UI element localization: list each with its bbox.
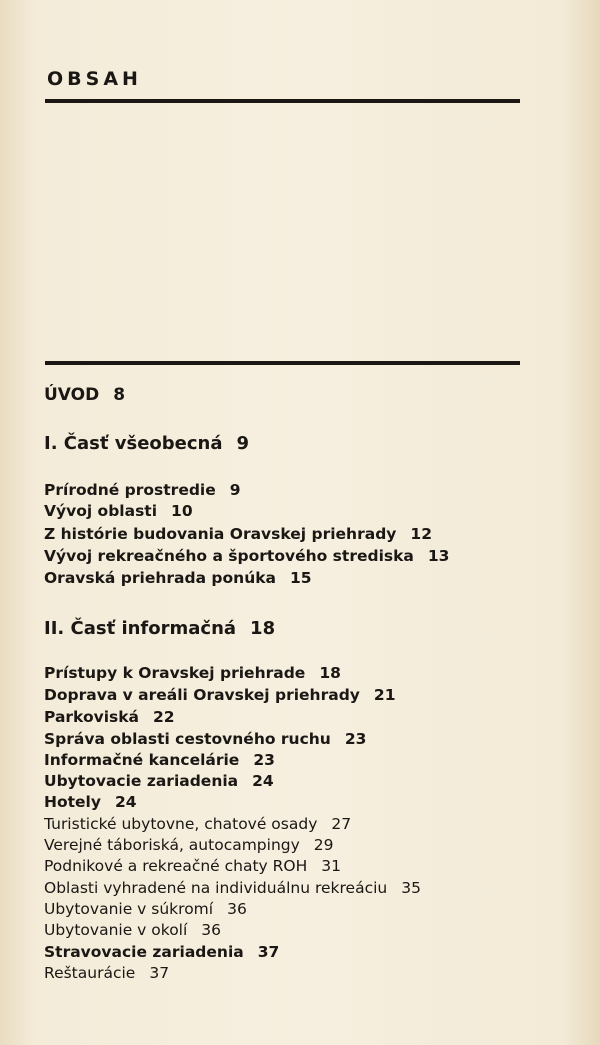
- toc-entry-title: Turistické ubytovne, chatové osady: [44, 815, 318, 833]
- toc-entry-title: Hotely: [44, 793, 101, 811]
- toc-entry-title: I. Časť všeobecná: [44, 433, 223, 454]
- toc-entry: [44, 814, 351, 834]
- toc-entry-title: Ubytovacie zariadenia: [44, 772, 239, 790]
- toc-entry: [44, 771, 274, 791]
- top-rule: [45, 99, 520, 103]
- toc-entry-page: 36: [201, 921, 222, 939]
- toc-entry: [44, 480, 241, 500]
- toc-entry-page: 24: [252, 772, 274, 790]
- toc-entry: [44, 663, 341, 683]
- toc-entry-title: II. Časť informačná: [44, 618, 237, 639]
- toc-entry: [44, 878, 421, 898]
- toc-entry: [44, 568, 312, 588]
- toc-entry-title: Parkoviská: [44, 708, 139, 726]
- toc-entry-title: Prírodné prostredie: [44, 481, 216, 499]
- toc-entry-title: Oravská priehrada ponúka: [44, 569, 277, 587]
- toc-entry: [44, 729, 366, 749]
- toc-entry-title: Reštaurácie: [44, 964, 136, 982]
- toc-entry-title: Verejné táboriská, autocampingy: [44, 836, 300, 854]
- toc-entry-title: Vývoj oblasti: [44, 502, 158, 520]
- toc-entry-title: Ubytovanie v súkromí: [44, 900, 214, 918]
- toc-entry-page: 10: [171, 502, 193, 520]
- toc-entry-page: 29: [313, 836, 334, 854]
- toc-entry-title: Správa oblasti cestovného ruchu: [44, 730, 331, 748]
- toc-entry: [44, 685, 395, 705]
- toc-entry-page: 22: [153, 708, 175, 726]
- toc-entry-title: Informačné kancelárie: [44, 751, 240, 769]
- toc-entry: [44, 546, 449, 566]
- middle-rule: [45, 361, 520, 365]
- toc-entry: [44, 963, 169, 983]
- toc-entry: [44, 385, 125, 405]
- toc-entry-page: 37: [149, 964, 170, 982]
- toc-entry-title: Oblasti vyhradené na individuálnu rekreáciu: [44, 879, 388, 897]
- toc-entry-page: 9: [229, 481, 241, 499]
- toc-entry-page: 21: [373, 686, 396, 704]
- toc-entry-page: 23: [253, 751, 275, 769]
- toc-entry-page: 35: [401, 879, 421, 897]
- toc-entry: [44, 524, 432, 544]
- toc-entry: [44, 835, 334, 855]
- toc-entry: [44, 942, 279, 962]
- toc-entry-title: Z histórie budovania Oravskej priehrady: [44, 525, 397, 543]
- toc-entry-page: 18: [319, 664, 341, 682]
- toc-entry: [44, 707, 175, 727]
- toc-entry-title: Podnikové a rekreačné chaty ROH: [44, 857, 308, 875]
- toc-entry: [44, 920, 221, 940]
- toc-entry-page: 37: [257, 943, 280, 961]
- toc-entry: [44, 750, 275, 770]
- toc-entry: [44, 619, 275, 639]
- toc-entry: [44, 856, 341, 876]
- toc-entry-page: 15: [290, 569, 312, 587]
- toc-entry: [44, 792, 137, 812]
- contents-heading: OBSAH: [47, 68, 142, 90]
- toc-entry-page: 9: [236, 433, 250, 454]
- toc-entry-title: Ubytovanie v okolí: [44, 921, 188, 939]
- toc-entry-page: 27: [331, 815, 352, 833]
- toc-entry-page: 18: [250, 618, 276, 639]
- toc-entry-page: 24: [114, 793, 137, 811]
- toc-entry-page: 31: [321, 857, 342, 875]
- toc-entry-title: Vývoj rekreačného a športového strediska: [44, 547, 414, 565]
- toc-entry: [44, 501, 193, 521]
- toc-entry: [44, 434, 249, 454]
- toc-entry-title: Prístupy k Oravskej priehrade: [44, 664, 306, 682]
- toc-entry-page: 23: [344, 730, 367, 748]
- toc-entry-page: 13: [427, 547, 450, 565]
- toc-entry: [44, 899, 247, 919]
- toc-entry-title: Doprava v areáli Oravskej priehrady: [44, 686, 360, 704]
- toc-entry-page: 8: [113, 385, 126, 405]
- toc-entry-page: 36: [227, 900, 247, 918]
- toc-entry-title: ÚVOD: [44, 385, 100, 405]
- toc-entry-page: 12: [410, 525, 432, 543]
- toc-entry-title: Stravovacie zariadenia: [44, 943, 244, 961]
